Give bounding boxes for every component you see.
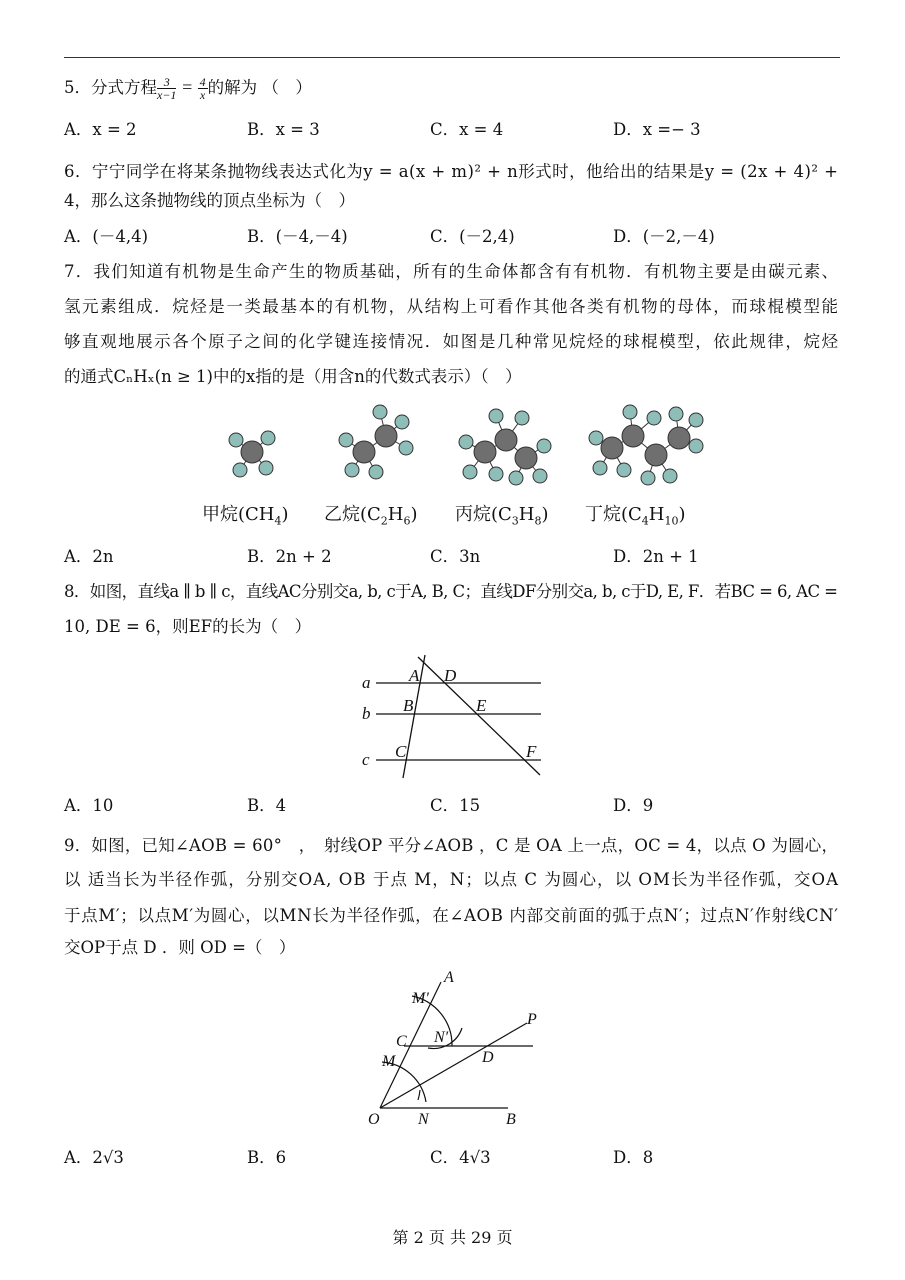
q5-text: 5．分式方程 — [64, 78, 157, 97]
frac1-num: 3 — [157, 76, 176, 89]
q7-option-d[interactable]: D．2n + 1 — [613, 547, 699, 566]
line-text: 够直观地展示各个原子之间的化学键连接情况．如图是几种常见烷烃的球棍模型，依此规律，烷烃 — [64, 332, 840, 351]
label-c: c — [362, 750, 370, 769]
q6-option-b[interactable]: B．(－4,－4) — [247, 227, 348, 246]
q8-option-a[interactable]: A．10 — [64, 796, 114, 815]
line-text: 以 适当长为半径作弧，分别交OA, OB 于点 M，N；以点 C 为圆心，以 OM长为半径作弧，交OA — [64, 870, 840, 889]
q7-option-c[interactable]: C．3n — [430, 547, 481, 566]
label-M-prime: M′ — [412, 990, 429, 1007]
propane-model — [459, 409, 551, 485]
q6-option-d[interactable]: D．(－2,－4) — [613, 227, 715, 246]
line-text: 6．宁宁同学在将某条抛物线表达式化为y = a(x + m)² + n形式时，他给出的结果是y = (2x + 4)² + — [64, 162, 839, 181]
molecule-label-propane: 丙烷$(C_3H_8)$ — [455, 504, 549, 528]
label-P: P — [527, 1011, 537, 1028]
mol-h: 8 — [534, 514, 542, 528]
question-9-line-2 — [64, 869, 840, 891]
label-A: A — [444, 969, 454, 986]
line-text: 交OP于点 D ．则 OD =（ ） — [64, 938, 296, 957]
q8-option-d[interactable]: D．9 — [613, 796, 654, 815]
methane-model — [229, 431, 275, 477]
q9-option-d[interactable]: D．8 — [613, 1148, 654, 1167]
line-text: 于点M′；以点M′为圆心，以MN长为半径作弧，在∠AOB 内部交前面的弧于点N′；过点N′作射线CN′ — [64, 906, 839, 925]
q9-option-c[interactable]: C．4√3 — [430, 1148, 491, 1167]
equals: = — [176, 77, 198, 97]
mol-c: 3 — [511, 514, 519, 528]
q8-option-b[interactable]: B．4 — [247, 796, 287, 815]
line-text: 4，那么这条抛物线的顶点坐标为（ ） — [64, 191, 355, 210]
question-9-line-4 — [64, 937, 840, 959]
label-C: C — [395, 742, 407, 761]
mol-c: 2 — [380, 514, 388, 528]
label-a: a — [362, 673, 371, 692]
label-D: D — [482, 1049, 494, 1066]
mol-h: 10 — [664, 514, 679, 528]
parallel-lines-labels — [362, 666, 537, 769]
label-D: D — [444, 666, 457, 685]
label-O: O — [368, 1111, 380, 1128]
line-text: 氢元素组成．烷烃是一类最基本的有机物，从结构上可看作其他各类有机物的母体，而球棍模型能 — [64, 297, 840, 316]
line-text: 的通式CₙHₓ(n ≥ 1)中的x指的是（用含n的代数式表示）（ ） — [64, 367, 522, 386]
q5-option-c[interactable]: C．x = 4 — [430, 120, 504, 139]
label-B: B — [403, 696, 414, 715]
q8-option-c[interactable]: C．15 — [430, 796, 481, 815]
label-N: N — [418, 1111, 429, 1128]
page-footer: 第 2 页 共 29 页 — [392, 1228, 513, 1247]
label-B: B — [506, 1111, 516, 1128]
question-9-line-3 — [64, 905, 840, 927]
q9-option-a[interactable]: A．2√3 — [64, 1148, 124, 1167]
question-9-line-1 — [64, 835, 840, 857]
line-text: 7．我们知道有机物是生命产生的物质基础，所有的生命体都含有有机物．有机物主要是由碳元素、 — [64, 262, 840, 281]
mol-h: 4 — [274, 514, 282, 528]
q5-option-d[interactable]: D．x =− 3 — [613, 120, 701, 139]
mol-name: 乙烷(C — [324, 504, 381, 525]
label-A: A — [409, 666, 420, 685]
label-b: b — [362, 704, 371, 723]
q6-option-a[interactable]: A．(－4,4) — [64, 227, 149, 246]
frac2-den: x — [199, 88, 206, 102]
question-8-line-2 — [64, 616, 840, 638]
label-E: E — [476, 696, 487, 715]
mol-h: 6 — [403, 514, 411, 528]
molecule-label-ethane: 乙烷$(C_2H_6)$ — [324, 504, 418, 528]
frac2-num: 4 — [199, 75, 206, 89]
line-text: 8．如图，直线a ∥ b ∥ c，直线AC分别交a, b, c于A, B, C；直线DF分别交a, b, c于D, E, F．若BC = 6, AC = — [64, 582, 838, 601]
q7-option-b[interactable]: B．2n + 2 — [247, 547, 332, 566]
q9-option-b[interactable]: B．6 — [247, 1148, 287, 1167]
frac1-den: x−1 — [157, 88, 177, 102]
label-C: C — [396, 1033, 407, 1050]
line-text: 9．如图，已知∠AOB = 60° ， 射线OP 平分∠AOB ，C 是 OA 上一点，OC = 4，以点 O 为圆心， — [64, 836, 839, 855]
angle-bisector-labels — [368, 969, 537, 1128]
label-N-prime: N′ — [434, 1029, 449, 1046]
mol-name: 丙烷(C — [455, 504, 512, 525]
q5-suffix: 的解为 （ ） — [207, 78, 312, 97]
q5-option-b[interactable]: B．x = 3 — [247, 120, 320, 139]
molecule-label-butane: 丁烷$(C_4H_{10})$ — [585, 504, 686, 528]
question-8-line-1 — [64, 581, 840, 603]
mol-name: 丁烷(C — [585, 504, 642, 525]
q6-option-c[interactable]: C．(－2,4) — [430, 227, 515, 246]
ethane-model — [339, 405, 413, 479]
mol-name: 甲烷(CH — [202, 504, 275, 525]
label-F: F — [526, 742, 537, 761]
molecule-label-methane: 甲烷$(CH_4)$ — [202, 504, 289, 528]
q5-option-a[interactable]: A．x = 2 — [64, 120, 137, 139]
butane-model — [589, 405, 703, 485]
label-M: M — [382, 1053, 396, 1070]
mol-c: 4 — [641, 514, 649, 528]
q7-option-a[interactable]: A．2n — [64, 547, 114, 566]
line-text: 10, DE = 6，则EF的长为（ ） — [64, 617, 312, 636]
